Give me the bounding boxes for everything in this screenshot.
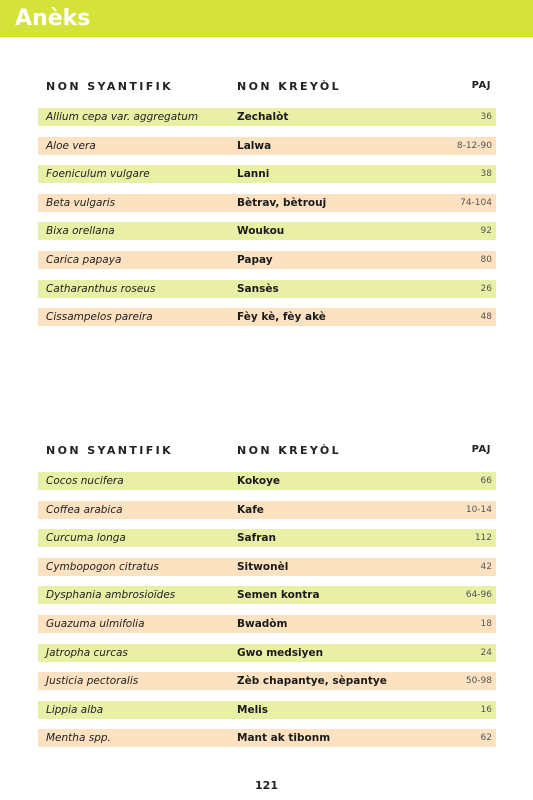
table-row	[38, 308, 496, 326]
table-row	[38, 137, 496, 155]
cell-page: 80	[480, 254, 492, 265]
cell-page: 62	[480, 733, 492, 744]
table-row	[38, 644, 496, 662]
cell-page: 26	[480, 283, 492, 294]
cell-scientific-name: Jatropha curcas	[46, 646, 128, 659]
cell-scientific-name: Dysphania ambrosioïdes	[46, 589, 176, 602]
plant-table-2	[38, 444, 496, 747]
cell-creole-name: Sitwonèl	[237, 560, 289, 573]
cell-page: 50-98	[465, 676, 492, 687]
cell-creole-name: Gwo medsiyen	[237, 646, 324, 659]
column-header-scientific: NON SYANTIFIK	[46, 444, 174, 457]
table-row	[38, 558, 496, 576]
table-row	[38, 701, 496, 719]
cell-creole-name: Kafe	[237, 503, 264, 516]
table-row	[38, 586, 496, 604]
column-header-page: PAJ	[471, 444, 491, 455]
table-row	[38, 529, 496, 547]
table-header	[38, 80, 496, 102]
cell-creole-name: Woukou	[237, 225, 285, 238]
table-row	[38, 615, 496, 633]
table-row	[38, 472, 496, 490]
cell-creole-name: Zechalòt	[237, 111, 289, 123]
cell-scientific-name: Catharanthus roseus	[46, 282, 156, 295]
cell-scientific-name: Cocos nucifera	[46, 475, 124, 487]
table-row	[38, 222, 496, 240]
cell-creole-name: Mant ak tibonm	[237, 732, 331, 745]
page-title: Anèks	[15, 6, 91, 31]
cell-creole-name: Kokoye	[237, 475, 281, 487]
cell-creole-name: Lalwa	[237, 139, 272, 152]
cell-page: 48	[480, 312, 492, 323]
header-bar	[0, 0, 533, 37]
column-header-creole: NON KREYÒL	[237, 444, 342, 457]
cell-page: 38	[480, 169, 492, 180]
cell-scientific-name: Curcuma longa	[46, 532, 126, 545]
table-row	[38, 501, 496, 519]
cell-scientific-name: Lippia alba	[46, 703, 104, 716]
cell-scientific-name: Aloe vera	[46, 139, 96, 152]
cell-page: 74-104	[460, 197, 492, 208]
page-number: 121	[255, 779, 278, 792]
table-header	[38, 444, 496, 466]
table-row	[38, 280, 496, 298]
cell-creole-name: Bètrav, bètrouj	[237, 196, 327, 209]
cell-scientific-name: Coffea arabica	[46, 503, 123, 516]
cell-creole-name: Safran	[237, 532, 276, 545]
cell-creole-name: Melis	[237, 703, 269, 716]
cell-scientific-name: Beta vulgaris	[46, 196, 116, 209]
table-row	[38, 672, 496, 690]
cell-creole-name: Bwadòm	[237, 617, 288, 630]
cell-scientific-name: Carica papaya	[46, 253, 122, 266]
cell-page: 8-12-90	[456, 140, 492, 151]
table-row	[38, 194, 496, 212]
cell-page: 24	[480, 647, 492, 658]
cell-page: 92	[480, 226, 492, 237]
plant-table-1	[38, 80, 496, 326]
column-header-page: PAJ	[471, 80, 491, 91]
cell-page: 112	[474, 533, 492, 544]
cell-creole-name: Zèb chapantye, sèpantye	[237, 675, 387, 688]
table-row	[38, 165, 496, 183]
table-row	[38, 729, 496, 747]
cell-scientific-name: Cymbopogon citratus	[46, 560, 159, 573]
cell-page: 64-96	[465, 590, 492, 601]
column-header-creole: NON KREYÒL	[237, 80, 342, 93]
cell-scientific-name: Guazuma ulmifolia	[46, 617, 145, 630]
table-row	[38, 251, 496, 269]
cell-creole-name: Sansès	[237, 282, 279, 295]
cell-page: 66	[480, 476, 492, 486]
table-rows	[38, 108, 496, 326]
cell-page: 16	[480, 704, 492, 715]
column-header-scientific: NON SYANTIFIK	[46, 80, 174, 93]
cell-scientific-name: Cissampelos pareira	[46, 311, 153, 324]
cell-page: 42	[480, 561, 492, 572]
cell-creole-name: Lanni	[237, 168, 270, 181]
table-row	[38, 108, 496, 126]
cell-scientific-name: Bixa orellana	[46, 225, 115, 238]
cell-creole-name: Papay	[237, 253, 273, 266]
cell-scientific-name: Allium cepa var. aggregatum	[46, 111, 199, 123]
cell-scientific-name: Foeniculum vulgare	[46, 168, 150, 181]
cell-creole-name: Semen kontra	[237, 589, 320, 602]
cell-scientific-name: Justicia pectoralis	[46, 675, 139, 688]
cell-scientific-name: Mentha spp.	[46, 732, 111, 745]
cell-page: 36	[480, 112, 492, 122]
cell-creole-name: Fèy kè, fèy akè	[237, 311, 326, 324]
cell-page: 18	[480, 618, 492, 629]
cell-page: 10-14	[465, 504, 492, 515]
table-rows	[38, 472, 496, 747]
